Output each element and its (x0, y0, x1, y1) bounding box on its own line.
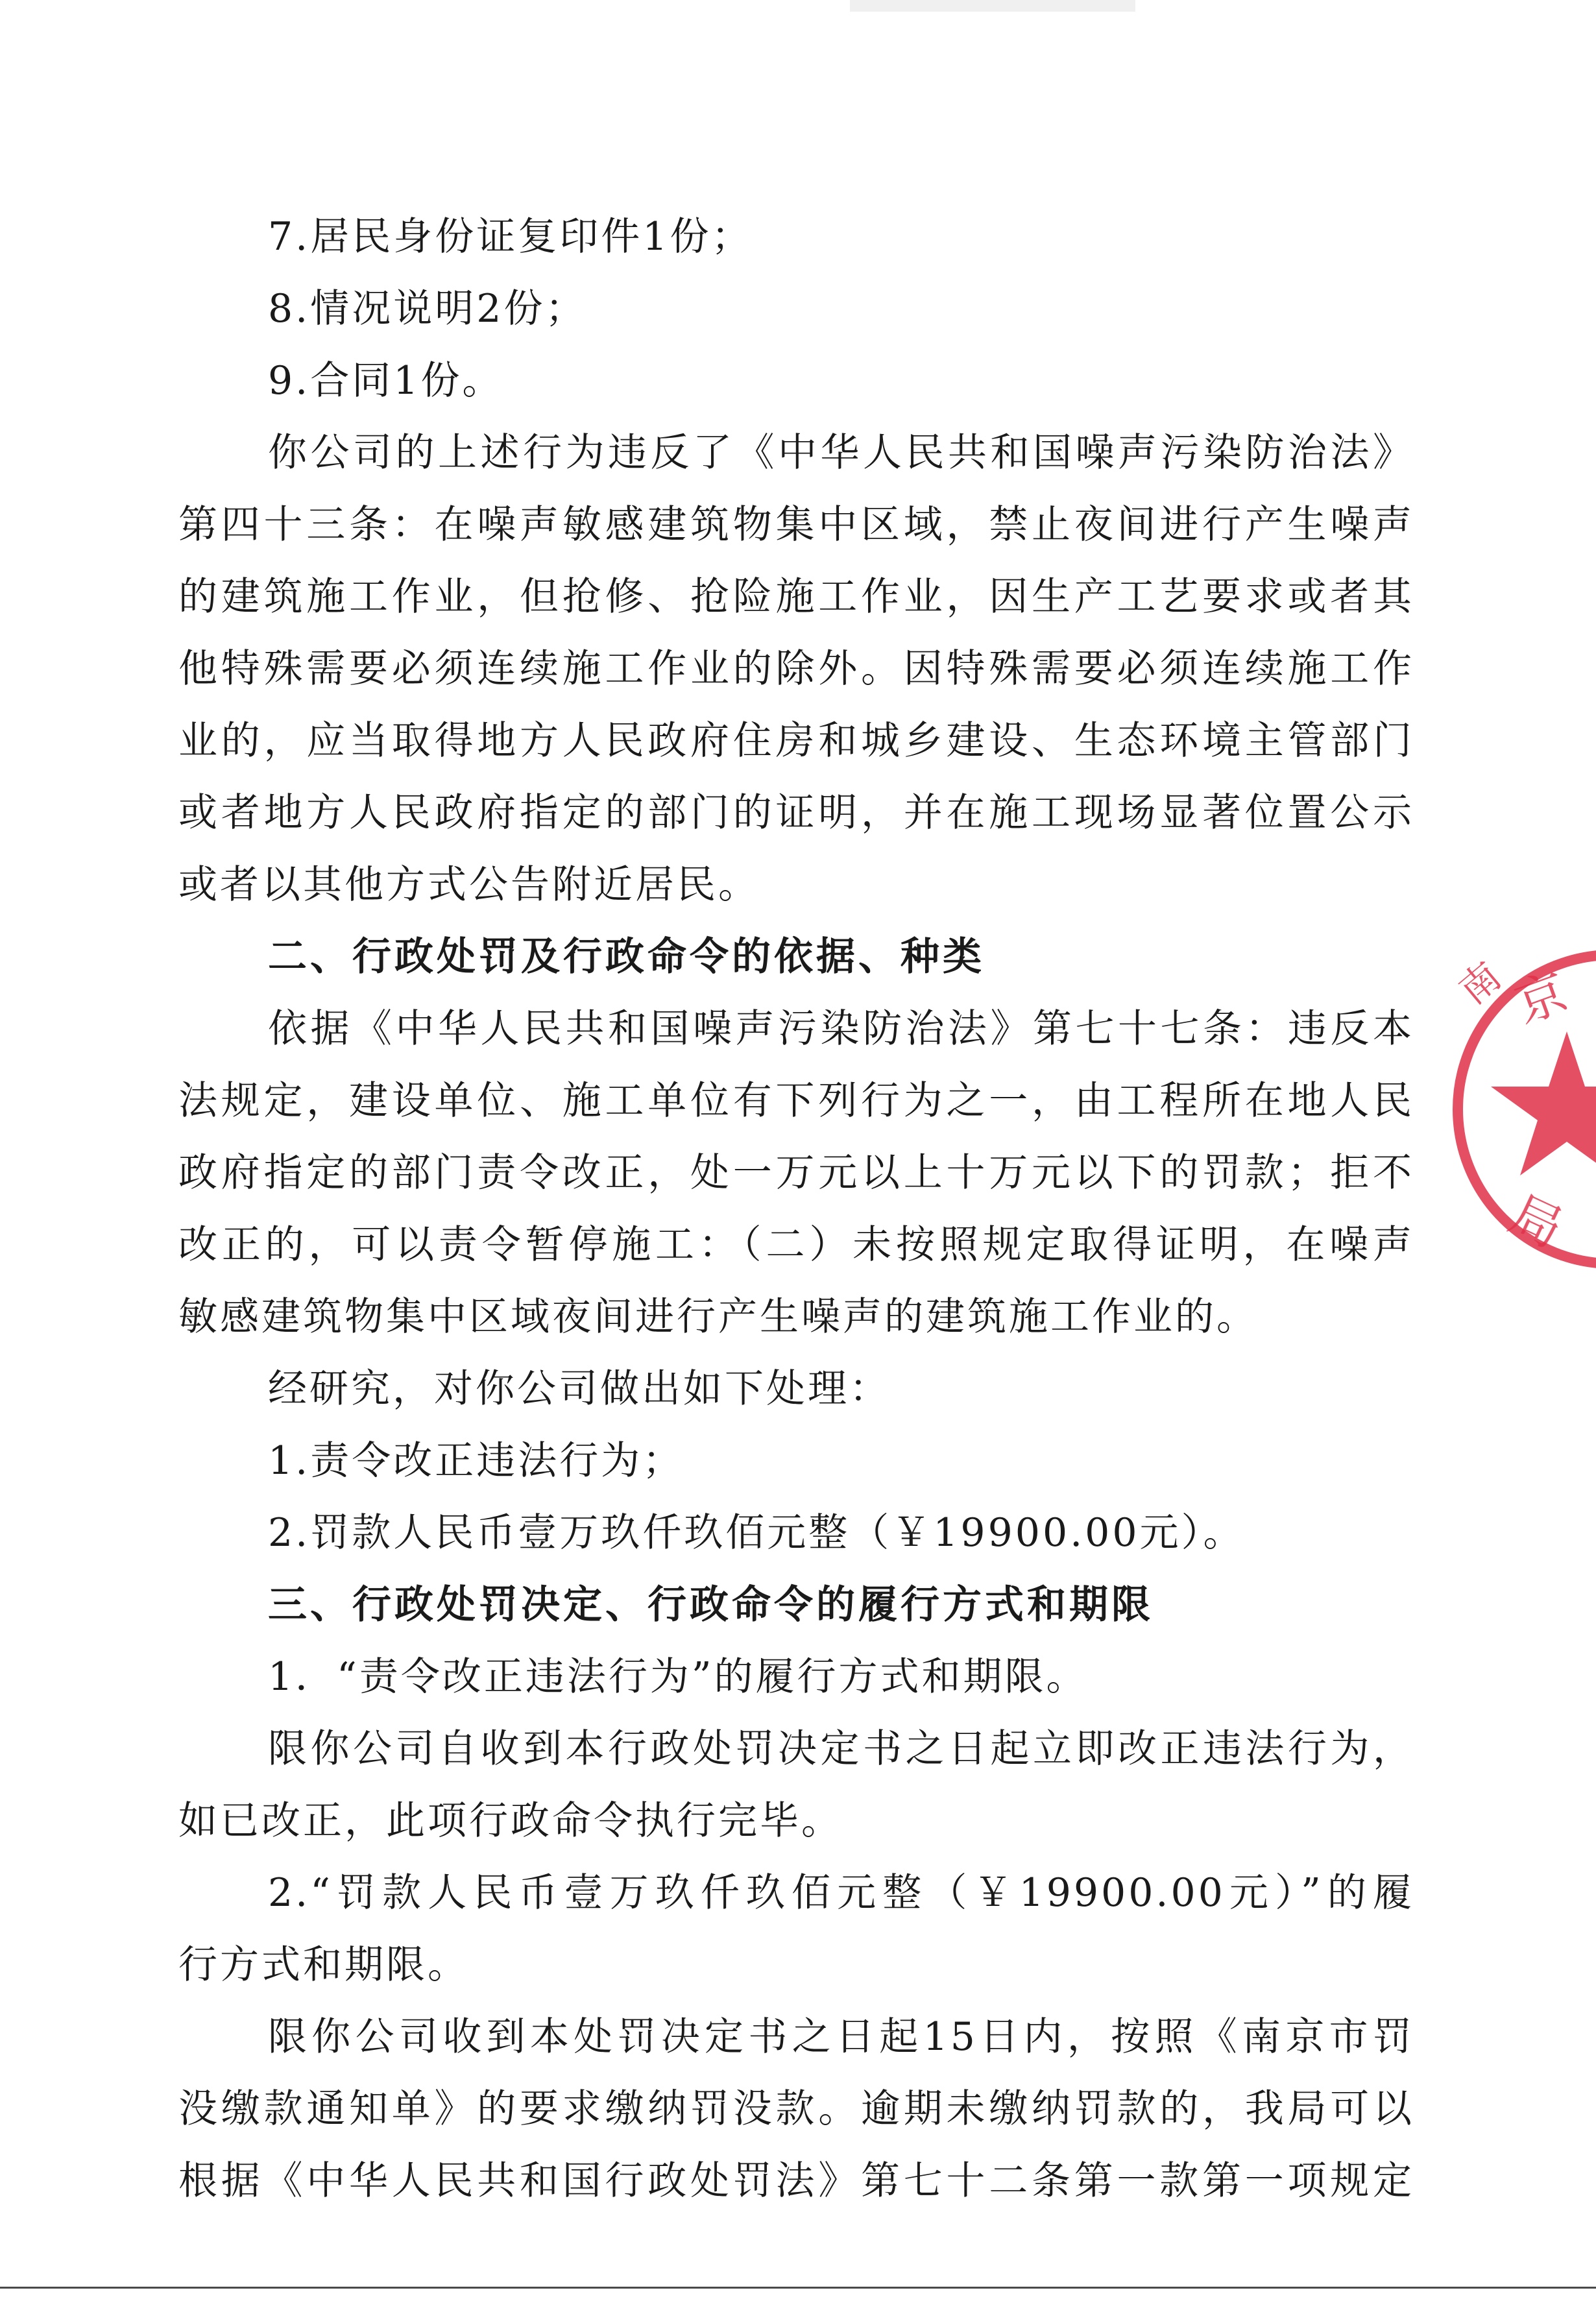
subsection-heading: 行方式和期限。 (178, 1942, 469, 1988)
section-heading: 三、行政处罚决定、行政命令的履行方式和期限 (268, 1582, 1154, 1628)
paragraph-line: 没缴款通知单》的要求缴纳罚没款。逾期未缴纳罚款的，我局可以 (178, 2086, 1414, 2132)
paragraph-line: 的建筑施工作业，但抢修、抢险施工作业，因生产工艺要求或者其 (178, 574, 1414, 620)
subsection-heading: 2.“罚款人民币壹万玖仟玖佰元整（￥19900.00元）”的履 (268, 1870, 1414, 1916)
paragraph-line: 法规定，建设单位、施工单位有下列行为之一，由工程所在地人民 (178, 1078, 1414, 1124)
paragraph-line: 或者地方人民政府指定的部门的证明，并在施工现场显著位置公示 (178, 790, 1414, 836)
list-item: 9.合同1份。 (268, 358, 504, 403)
subsection-heading: 1．“责令改正违法行为”的履行方式和期限。 (268, 1654, 1088, 1700)
paragraph-line: 第四十三条：在噪声敏感建筑物集中区域，禁止夜间进行产生噪声 (178, 502, 1414, 548)
svg-text:京: 京 (1508, 962, 1576, 1035)
list-item: 7.居民身份证复印件1份； (268, 214, 753, 259)
list-item: 2.罚款人民币壹万玖仟玖佰元整（￥19900.00元）。 (268, 1510, 1245, 1556)
paragraph-line: 你公司的上述行为违反了《中华人民共和国噪声污染防治法》 (268, 430, 1414, 475)
section-heading: 二、行政处罚及行政命令的依据、种类 (268, 934, 985, 980)
document-body (178, 201, 1414, 2217)
scan-artifact (850, 0, 1135, 12)
list-item: 8.情况说明2份； (268, 286, 587, 331)
paragraph-line: 敏感建筑物集中区域夜间进行产生噪声的建筑施工作业的。 (178, 1294, 1258, 1340)
scan-edge-line (0, 2287, 1596, 2289)
paragraph-line: 他特殊需要必须连续施工作业的除外。因特殊需要必须连续施工作 (178, 646, 1414, 692)
paragraph-line: 政府指定的部门责令改正，处一万元以上十万元以下的罚款；拒不 (178, 1150, 1414, 1196)
list-item: 1.责令改正违法行为； (268, 1438, 684, 1484)
paragraph-line: 依据《中华人民共和国噪声污染防治法》第七十七条：违反本 (268, 1006, 1414, 1052)
paragraph-line: 限你公司收到本处罚决定书之日起15日内，按照《南京市罚 (268, 2014, 1414, 2060)
official-seal (1450, 928, 1596, 1291)
paragraph-line: 业的，应当取得地方人民政府住房和城乡建设、生态环境主管部门 (178, 718, 1414, 764)
paragraph-line: 限你公司自收到本行政处罚决定书之日起立即改正违法行为， (268, 1726, 1414, 1772)
paragraph-line: 如已改正，此项行政命令执行完毕。 (178, 1798, 843, 1844)
svg-text:南: 南 (1451, 954, 1510, 1014)
paragraph-line: 改正的，可以责令暂停施工：（二）未按照规定取得证明，在噪声 (178, 1222, 1414, 1268)
svg-text:局: 局 (1501, 1185, 1572, 1260)
paragraph-line: 或者以其他方式公告附近居民。 (178, 862, 760, 908)
paragraph-line: 根据《中华人民共和国行政处罚法》第七十二条第一款第一项规定 (178, 2158, 1414, 2204)
paragraph-line: 经研究，对你公司做出如下处理： (268, 1366, 891, 1412)
